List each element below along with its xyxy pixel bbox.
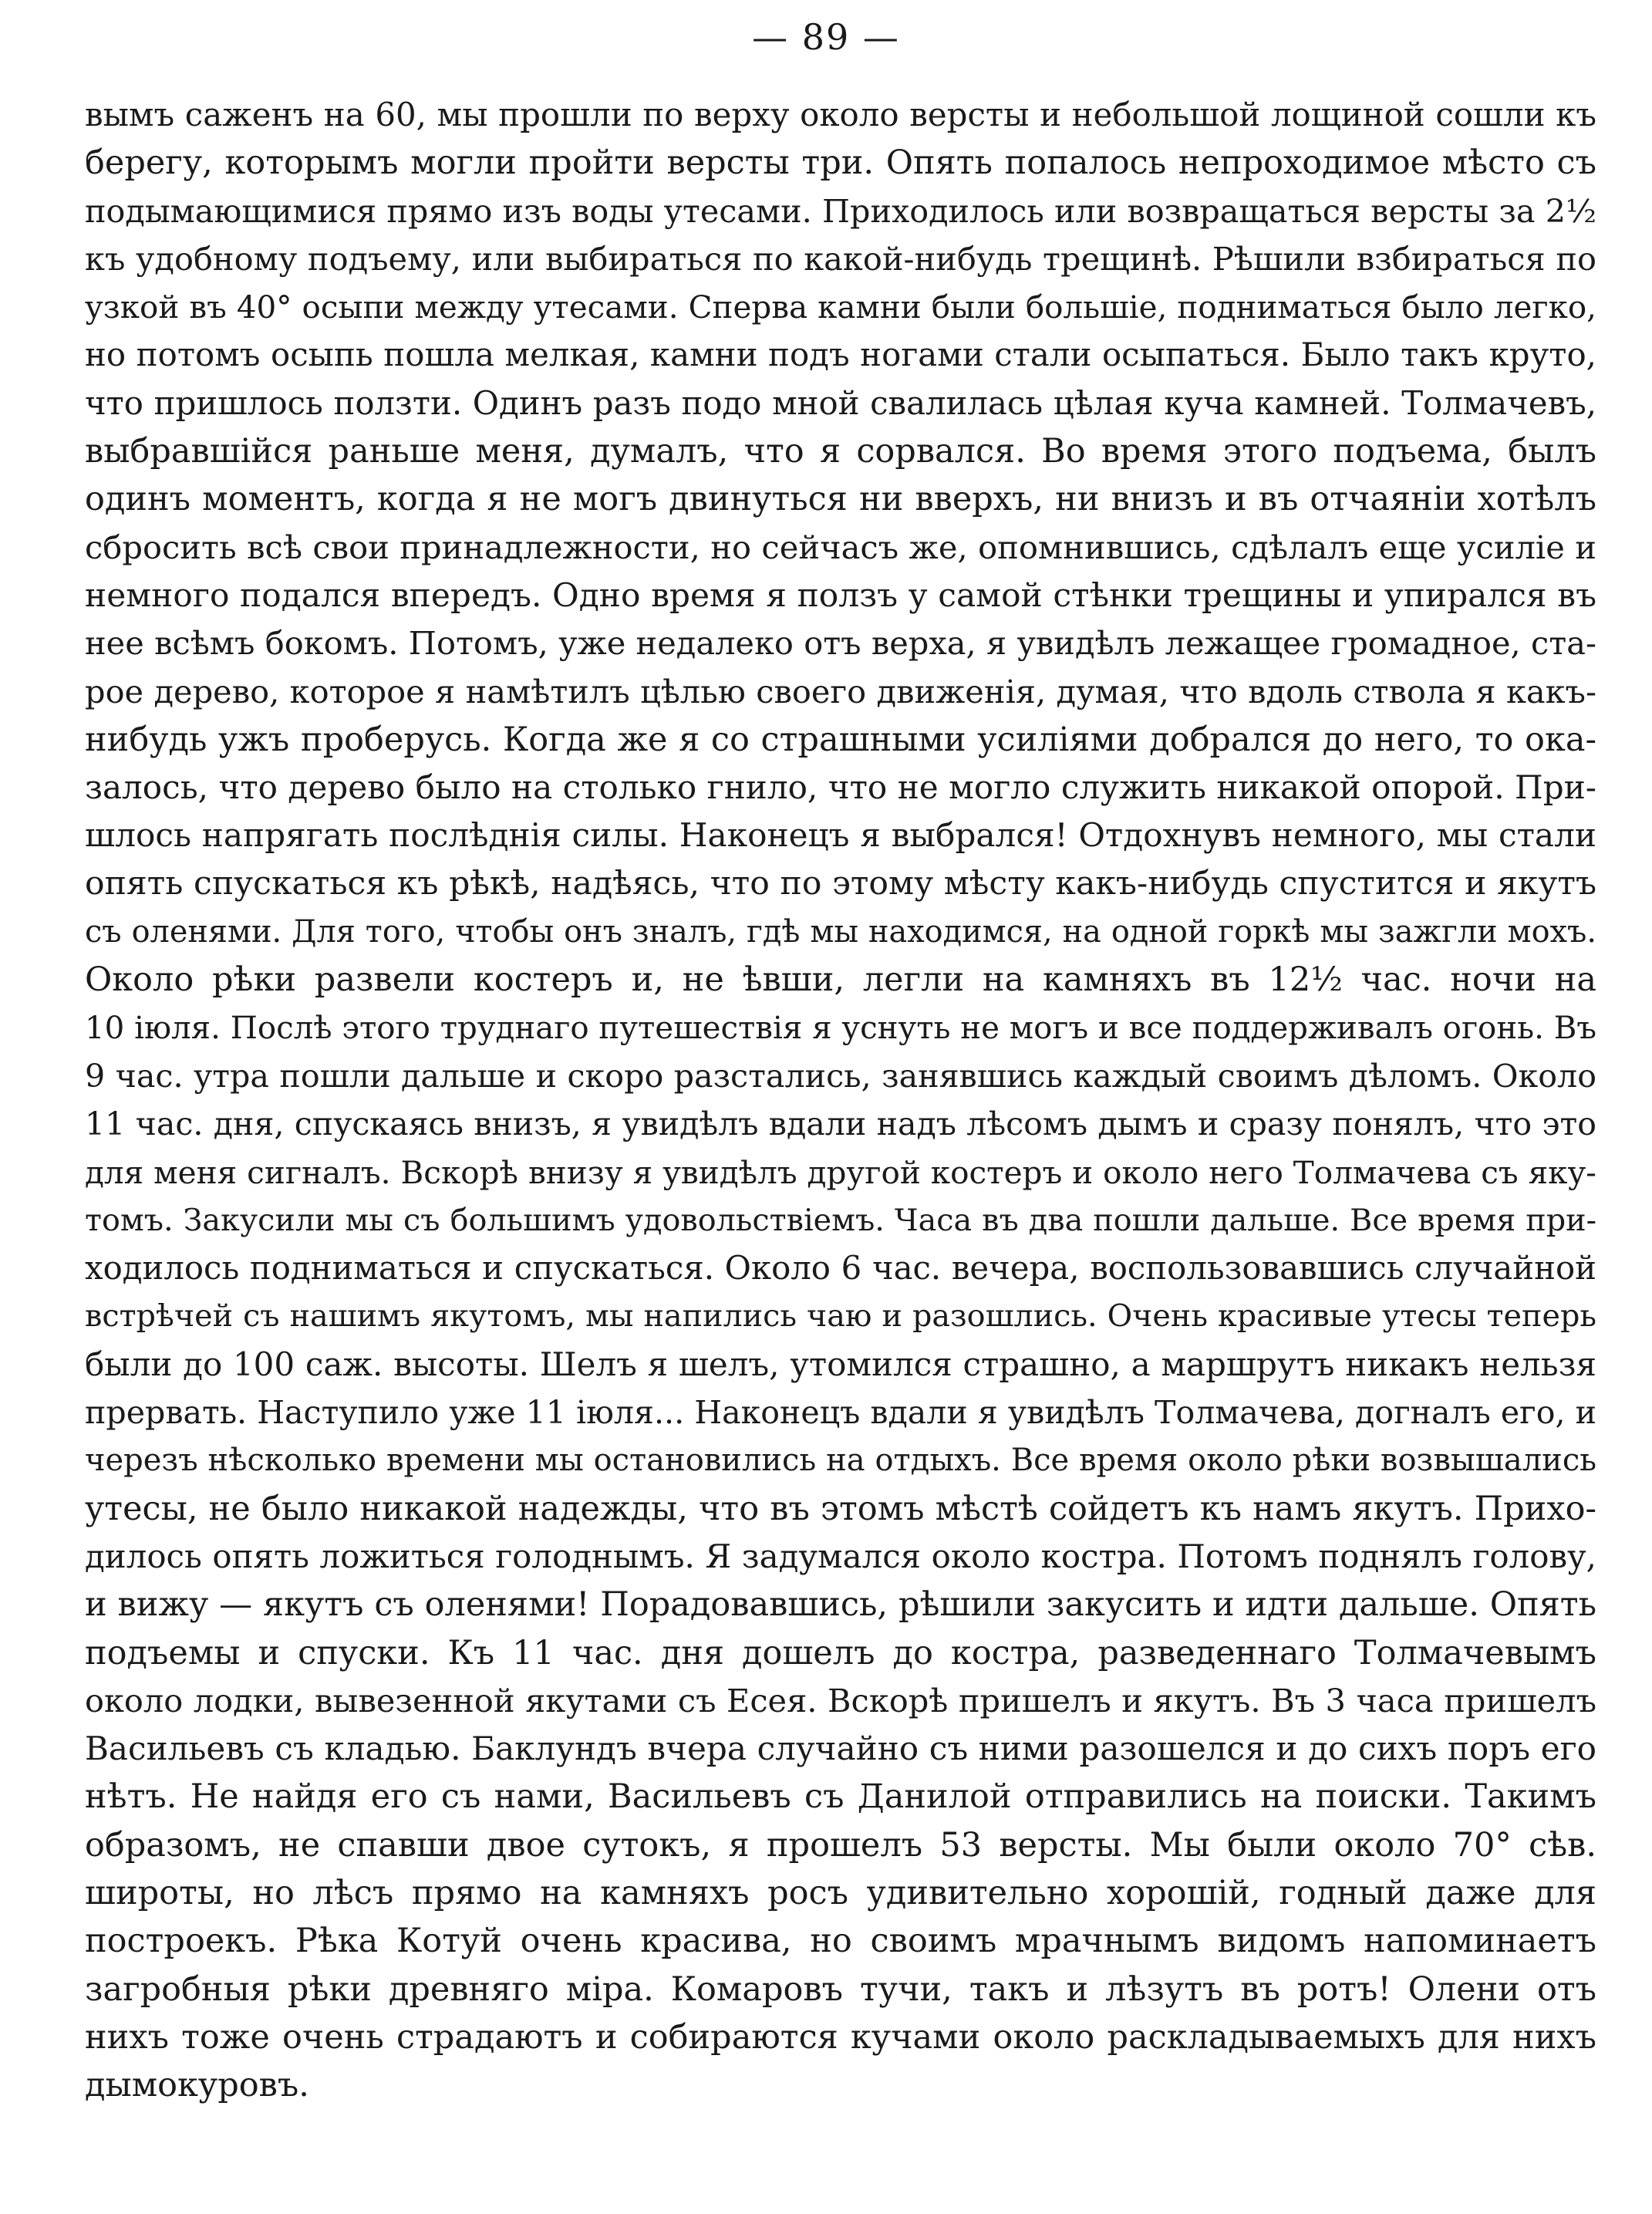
text-line: но потомъ осыпь пошла мелкая, камни подъ ногами стали осыпаться. Было такъ круто, [85, 336, 1596, 374]
text-line: немного подался впередъ. Одно время я ползъ у самой стѣнки трещины и упирался въ [85, 575, 1596, 614]
text-line: 11 час. дня, спускаясь внизъ, я увидѣлъ вдали надъ лѣсомъ дымъ и сразу понялъ, что это [85, 1105, 1596, 1143]
text-line: Около рѣки развели костеръ и, не ѣвши, легли на камняхъ въ 12½ час. ночи на [85, 960, 1596, 1000]
text-line: подымающимися прямо изъ воды утесами. Приходилось или возвращаться версты за 2½ [85, 192, 1596, 230]
text-line: подъемы и спуски. Къ 11 час. дня дошелъ до костра, разведеннаго Толмачевымъ [85, 1633, 1596, 1672]
text-line: 9 час. утра пошли дальше и скоро разстались, занявшись каждый своимъ дѣломъ. Около [85, 1057, 1596, 1095]
text-line: залось, что дерево было на столько гнило, что не могло служить никакой опорой. При- [85, 768, 1596, 807]
text-line: около лодки, вывезенной якутами съ Есея. Вскорѣ пришелъ и якутъ. Въ 3 часа пришелъ [85, 1681, 1596, 1720]
text-line: выбравшійся раньше меня, думалъ, что я сорвался. Во время этого подъема, былъ [85, 432, 1596, 471]
text-line: берегу, которымъ могли пройти версты три. Опять попалось непроходимое мѣсто съ [85, 143, 1596, 183]
text-line: сбросить всѣ свои принадлежности, но сейчасъ же, опомнившись, сдѣлалъ еще усиліе и [85, 528, 1596, 566]
text-line: что пришлось ползти. Одинъ разъ подо мной свалилась цѣлая куча камней. Толмачевъ, [85, 383, 1596, 422]
page-number-header: — 89 — [752, 16, 900, 58]
text-line: нихъ тоже очень страдаютъ и собираются кучами около раскладываемыхъ для нихъ [85, 2017, 1596, 2057]
text-line: къ удобному подъему, или выбираться по какой-нибудь трещинѣ. Рѣшили взбираться по [85, 239, 1596, 278]
text-line: томъ. Закусили мы съ большимъ удовольствіемъ. Часа въ два пошли дальше. Все время при- [85, 1202, 1596, 1238]
text-line: широты, но лѣсъ прямо на камняхъ росъ удивительно хорошій, годный даже для [85, 1873, 1596, 1912]
text-line: 10 іюля. Послѣ этого труднаго путешествія я уснуть не могъ и все поддерживалъ огонь. Въ [85, 1009, 1596, 1046]
text-line: рое дерево, которое я намѣтилъ цѣлью своего движенія, думая, что вдоль ствола я какъ- [85, 672, 1596, 710]
text-line: узкой въ 40° осыпи между утесами. Сперва камни были большіе, подниматься было легко, [85, 289, 1596, 326]
text-line: встрѣчей съ нашимъ якутомъ, мы напились чаю и разошлись. Очень красивые утесы теперь [85, 1298, 1596, 1335]
text-line: и вижу — якутъ съ оленями! Порадовавшись, рѣшили закусить и идти дальше. Опять [85, 1585, 1596, 1625]
text-line: съ оленями. Для того, чтобы онъ зналъ, гдѣ мы находимся, на одной горкѣ мы зажгли мохъ. [85, 914, 1596, 950]
text-line: нее всѣмъ бокомъ. Потомъ, уже недалеко отъ верха, я увидѣлъ лежащее громадное, ста- [85, 624, 1596, 663]
text-line: дымокуровъ. [85, 2066, 309, 2105]
text-line: нѣтъ. Не найдя его съ нами, Васильевъ съ Данилой отправились на поиски. Такимъ [85, 1777, 1596, 1817]
text-line: образомъ, не спавши двое сутокъ, я прошелъ 53 версты. Мы были около 70° сѣв. [85, 1825, 1596, 1865]
text-line: построекъ. Рѣка Котуй очень красива, но своимъ мрачнымъ видомъ напоминаетъ [85, 1922, 1596, 1961]
text-line: были до 100 саж. высоты. Шелъ я шелъ, утомился страшно, а маршрутъ никакъ нельзя [85, 1345, 1596, 1383]
body-text [85, 91, 1596, 2109]
text-line: одинъ моментъ, когда я не могъ двинуться ни вверхъ, ни внизъ и въ отчаяніи хотѣлъ [85, 480, 1596, 519]
text-line: опять спускаться къ рѣкѣ, надѣясь, что по этому мѣсту какъ-нибудь спустится и якутъ [85, 864, 1596, 903]
text-line: ходилось подниматься и спускаться. Около 6 час. вечера, воспользовавшись случайной [85, 1249, 1596, 1288]
text-line: черезъ нѣсколько времени мы остановились на отдыхъ. Все время около рѣки возвышались [85, 1443, 1596, 1479]
text-line: шлось напрягать послѣднія силы. Наконецъ я выбрался! Отдохнувъ немного, мы стали [85, 816, 1596, 855]
text-line: прервать. Наступило уже 11 іюля... Наконецъ вдали я увидѣлъ Толмачева, догналъ его, и [85, 1394, 1596, 1432]
text-line: дилось опять ложиться голоднымъ. Я задумался около костра. Потомъ поднялъ голову, [85, 1537, 1596, 1575]
text-line: утесы, не было никакой надежды, что въ этомъ мѣстѣ сойдетъ къ намъ якутъ. Прихо- [85, 1489, 1596, 1528]
text-line: нибудь ужъ проберусь. Когда же я со страшными усиліями добрался до него, то ока- [85, 720, 1596, 759]
text-line: загробныя рѣки древняго міра. Комаровъ тучи, такъ и лѣзутъ въ ротъ! Олени отъ [85, 1969, 1596, 2009]
text-line: для меня сигналъ. Вскорѣ внизу я увидѣлъ другой костеръ и около него Толмачева съ яку- [85, 1153, 1596, 1191]
text-line: вымъ саженъ на 60, мы прошли по верху около версты и небольшой лощиной сошли къ [85, 96, 1596, 133]
text-line: Васильевъ съ кладью. Баклундъ вчера случайно съ ними разошелся и до сихъ поръ его [85, 1730, 1596, 1768]
